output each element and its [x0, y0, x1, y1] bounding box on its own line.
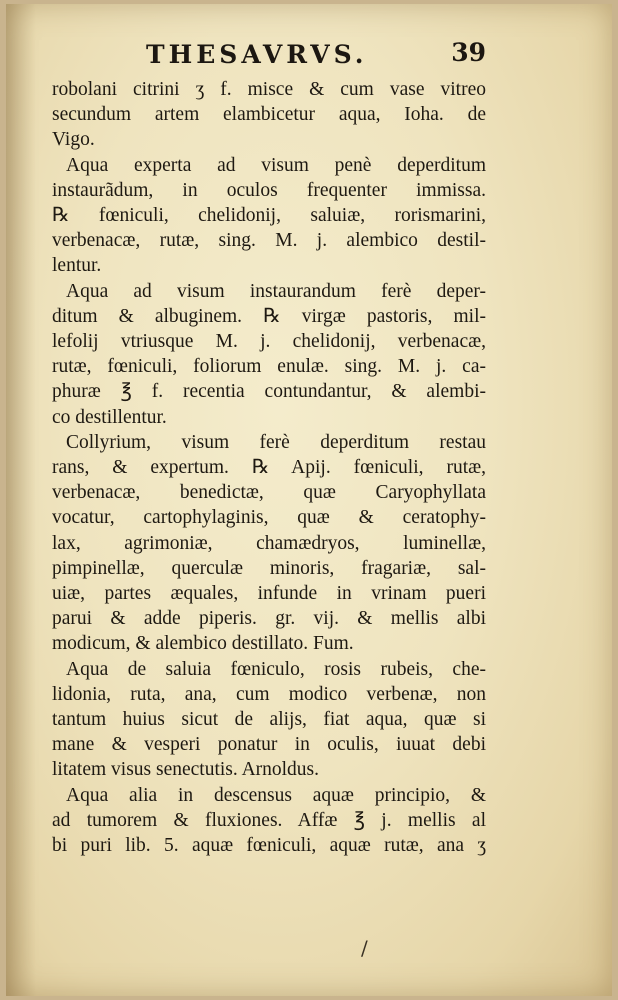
book-page [6, 4, 612, 996]
text-line: parui & adde piperis. gr. vij. & mellis albi [52, 608, 486, 630]
page-header [46, 34, 486, 74]
text-line: lefolij vtriusque M. j. chelidonij, verbenacæ, [52, 331, 486, 353]
text-line: bi puri lib. 5. aquæ fœniculi, aquæ rutæ, ana ʒ [52, 835, 486, 857]
text-line: lidonia, ruta, ana, cum modico verbenæ, non [52, 683, 486, 705]
text-line: tantum huius sicut de alijs, fiat aqua, quæ si [52, 709, 486, 731]
text-line: Aqua de saluia fœniculo, rosis rubeis, che- [66, 658, 486, 680]
page-number: 39 [451, 38, 486, 67]
text-block [52, 77, 486, 858]
text-line: co destillentur. [52, 406, 167, 428]
page-mark: / [361, 936, 368, 960]
text-line: ad tumorem & fluxiones. Affæ ℥ j. mellis al [52, 809, 486, 831]
text-line: Collyrium, visum ferè deperditum restau [66, 431, 486, 453]
text-line: modicum, & alembico destillato. Fum. [52, 633, 354, 655]
text-line: verbenacæ, rutæ, sing. M. j. alembico destil- [52, 230, 486, 252]
text-line: Vigo. [52, 129, 95, 151]
text-line: Aqua alia in descensus aquæ principio, & [66, 784, 486, 806]
text-line: uiæ, partes æquales, infunde in vrinam pueri [52, 583, 486, 605]
text-line: rans, & expertum. ℞ Apij. fœniculi, rutæ, [52, 457, 486, 479]
spine-shadow [6, 4, 36, 996]
text-line: mane & vesperi ponatur in oculis, iuuat debi [52, 734, 486, 756]
text-line: ℞ fœniculi, chelidonij, saluiæ, rorismarini, [52, 205, 486, 227]
text-line: robolani citrini ʒ f. misce & cum vase vitreo [52, 79, 486, 100]
text-line: secundum artem elambicetur aqua, Ioha. de [52, 104, 486, 126]
text-line: lentur. [52, 255, 102, 277]
running-head: THESAVRVS. [146, 40, 368, 69]
text-line: Aqua ad visum instaurandum ferè deper- [66, 280, 486, 302]
text-line: phuræ ℥ f. recentia contundantur, & alembi- [52, 381, 486, 403]
text-line: verbenacæ, benedictæ, quæ Caryophyllata [52, 482, 486, 504]
text-line: Aqua experta ad visum penè deperditum [66, 154, 486, 176]
text-line: pimpinellæ, querculæ minoris, fragariæ, sal- [52, 557, 486, 579]
text-line: vocatur, cartophylaginis, quæ & ceratophy- [52, 507, 486, 529]
text-line: rutæ, fœniculi, foliorum enulæ. sing. M. j. ca- [52, 356, 486, 378]
text-line: ditum & albuginem. ℞ virgæ pastoris, mil- [52, 305, 486, 327]
text-line: litatem visus senectutis. Arnoldus. [52, 759, 320, 781]
text-line: instaurãdum, in oculos frequenter immissa. [52, 179, 486, 201]
text-line: lax, agrimoniæ, chamædryos, luminellæ, [52, 532, 486, 554]
